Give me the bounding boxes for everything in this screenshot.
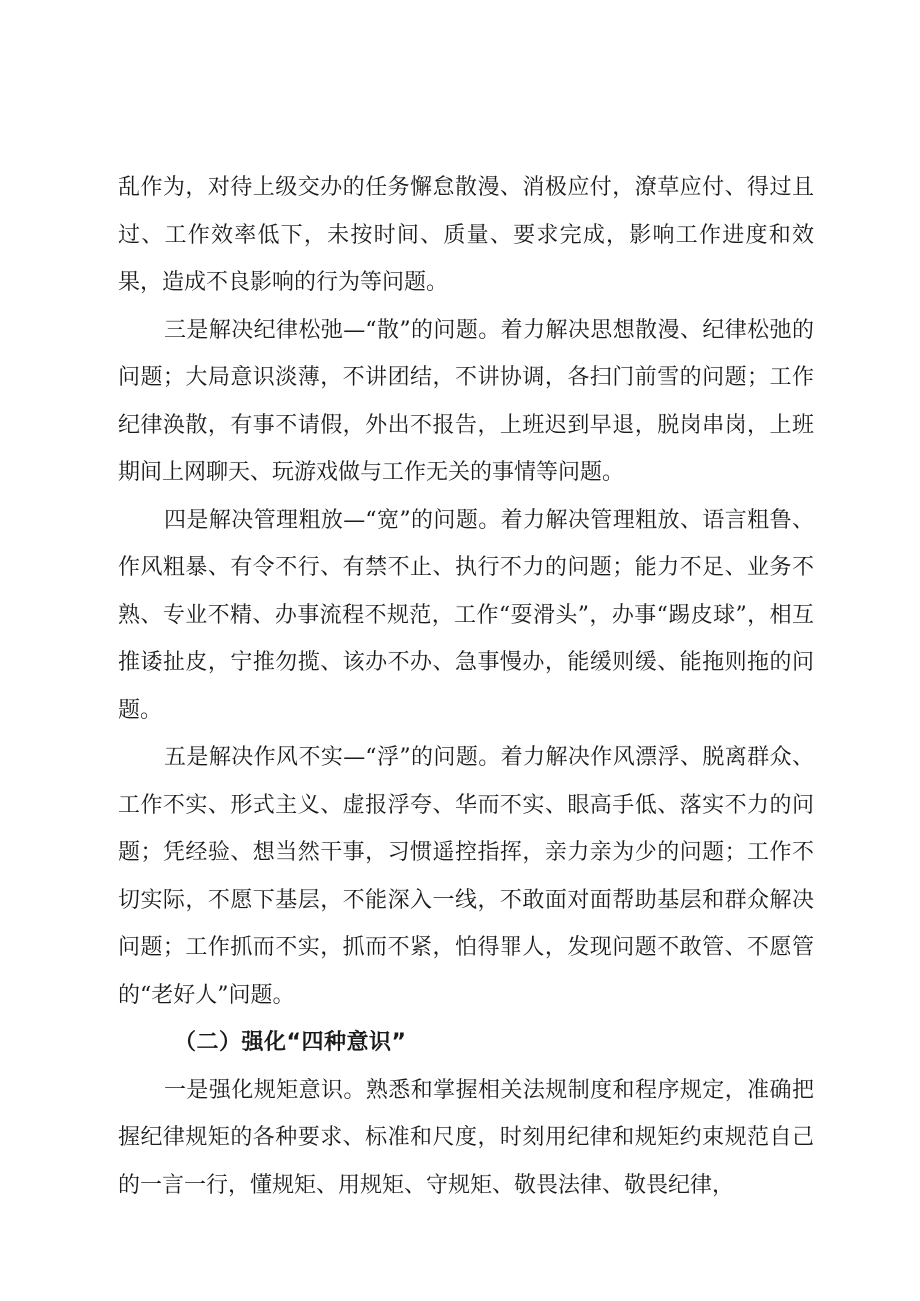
- paragraph-rules-awareness: 一是强化规矩意识。熟悉和掌握相关法规制度和程序规定，准确把握纪律规矩的各种要求、标准和尺度，时刻用纪律和规矩约束规范自己的一言一行，懂规矩、用规矩、守规矩、敬畏法律、敬畏纪律，: [118, 1077, 814, 1198]
- paragraph-continuation: 乱作为，对待上级交办的任务懈怠散漫、消极应付，潦草应付、得过且过、工作效率低下，未按时间、质量、要求完成，影响工作进度和效果，造成不良影响的行为等问题。: [118, 175, 814, 295]
- paragraph-fu-work-style: 五是解决作风不实—“浮”的问题。着力解决作风漂浮、脱离群众、工作不实、形式主义、虚报浮夸、华而不实、眼高手低、落实不力的问题；凭经验、想当然干事，习惯遥控指挥，亲力亲为少的问题；工作不切实际，不愿下基层，不能深入一线，不敢面对面帮助基层和群众解决问题；工作抓而不实，抓而不紧，怕得罪人，发现问题不敢管、不愿管的“老好人”问题。: [118, 745, 814, 1008]
- document-body: [118, 164, 814, 1209]
- section-heading: （二）强化“四种意识”: [174, 1030, 407, 1055]
- paragraph-san-discipline: 三是解决纪律松弛—“散”的问题。着力解决思想散漫、纪律松弛的问题；大局意识淡薄，不讲团结，不讲协调，各扫门前雪的问题；工作纪律涣散，有事不请假，外出不报告，上班迟到早退，脱岗串岗，上班期间上网聊天、玩游戏做与工作无关的事情等问题。: [118, 317, 814, 485]
- paragraph-kuan-management: 四是解决管理粗放—“宽”的问题。着力解决管理粗放、语言粗鲁、作风粗暴、有令不行、有禁不止、执行不力的问题；能力不足、业务不熟、专业不精、办事流程不规范，工作“耍滑头”，办事“踢皮球”，相互推诿扯皮，宁推勿揽、该办不办、急事慢办，能缓则缓、能拖则拖的问题。: [118, 507, 814, 723]
